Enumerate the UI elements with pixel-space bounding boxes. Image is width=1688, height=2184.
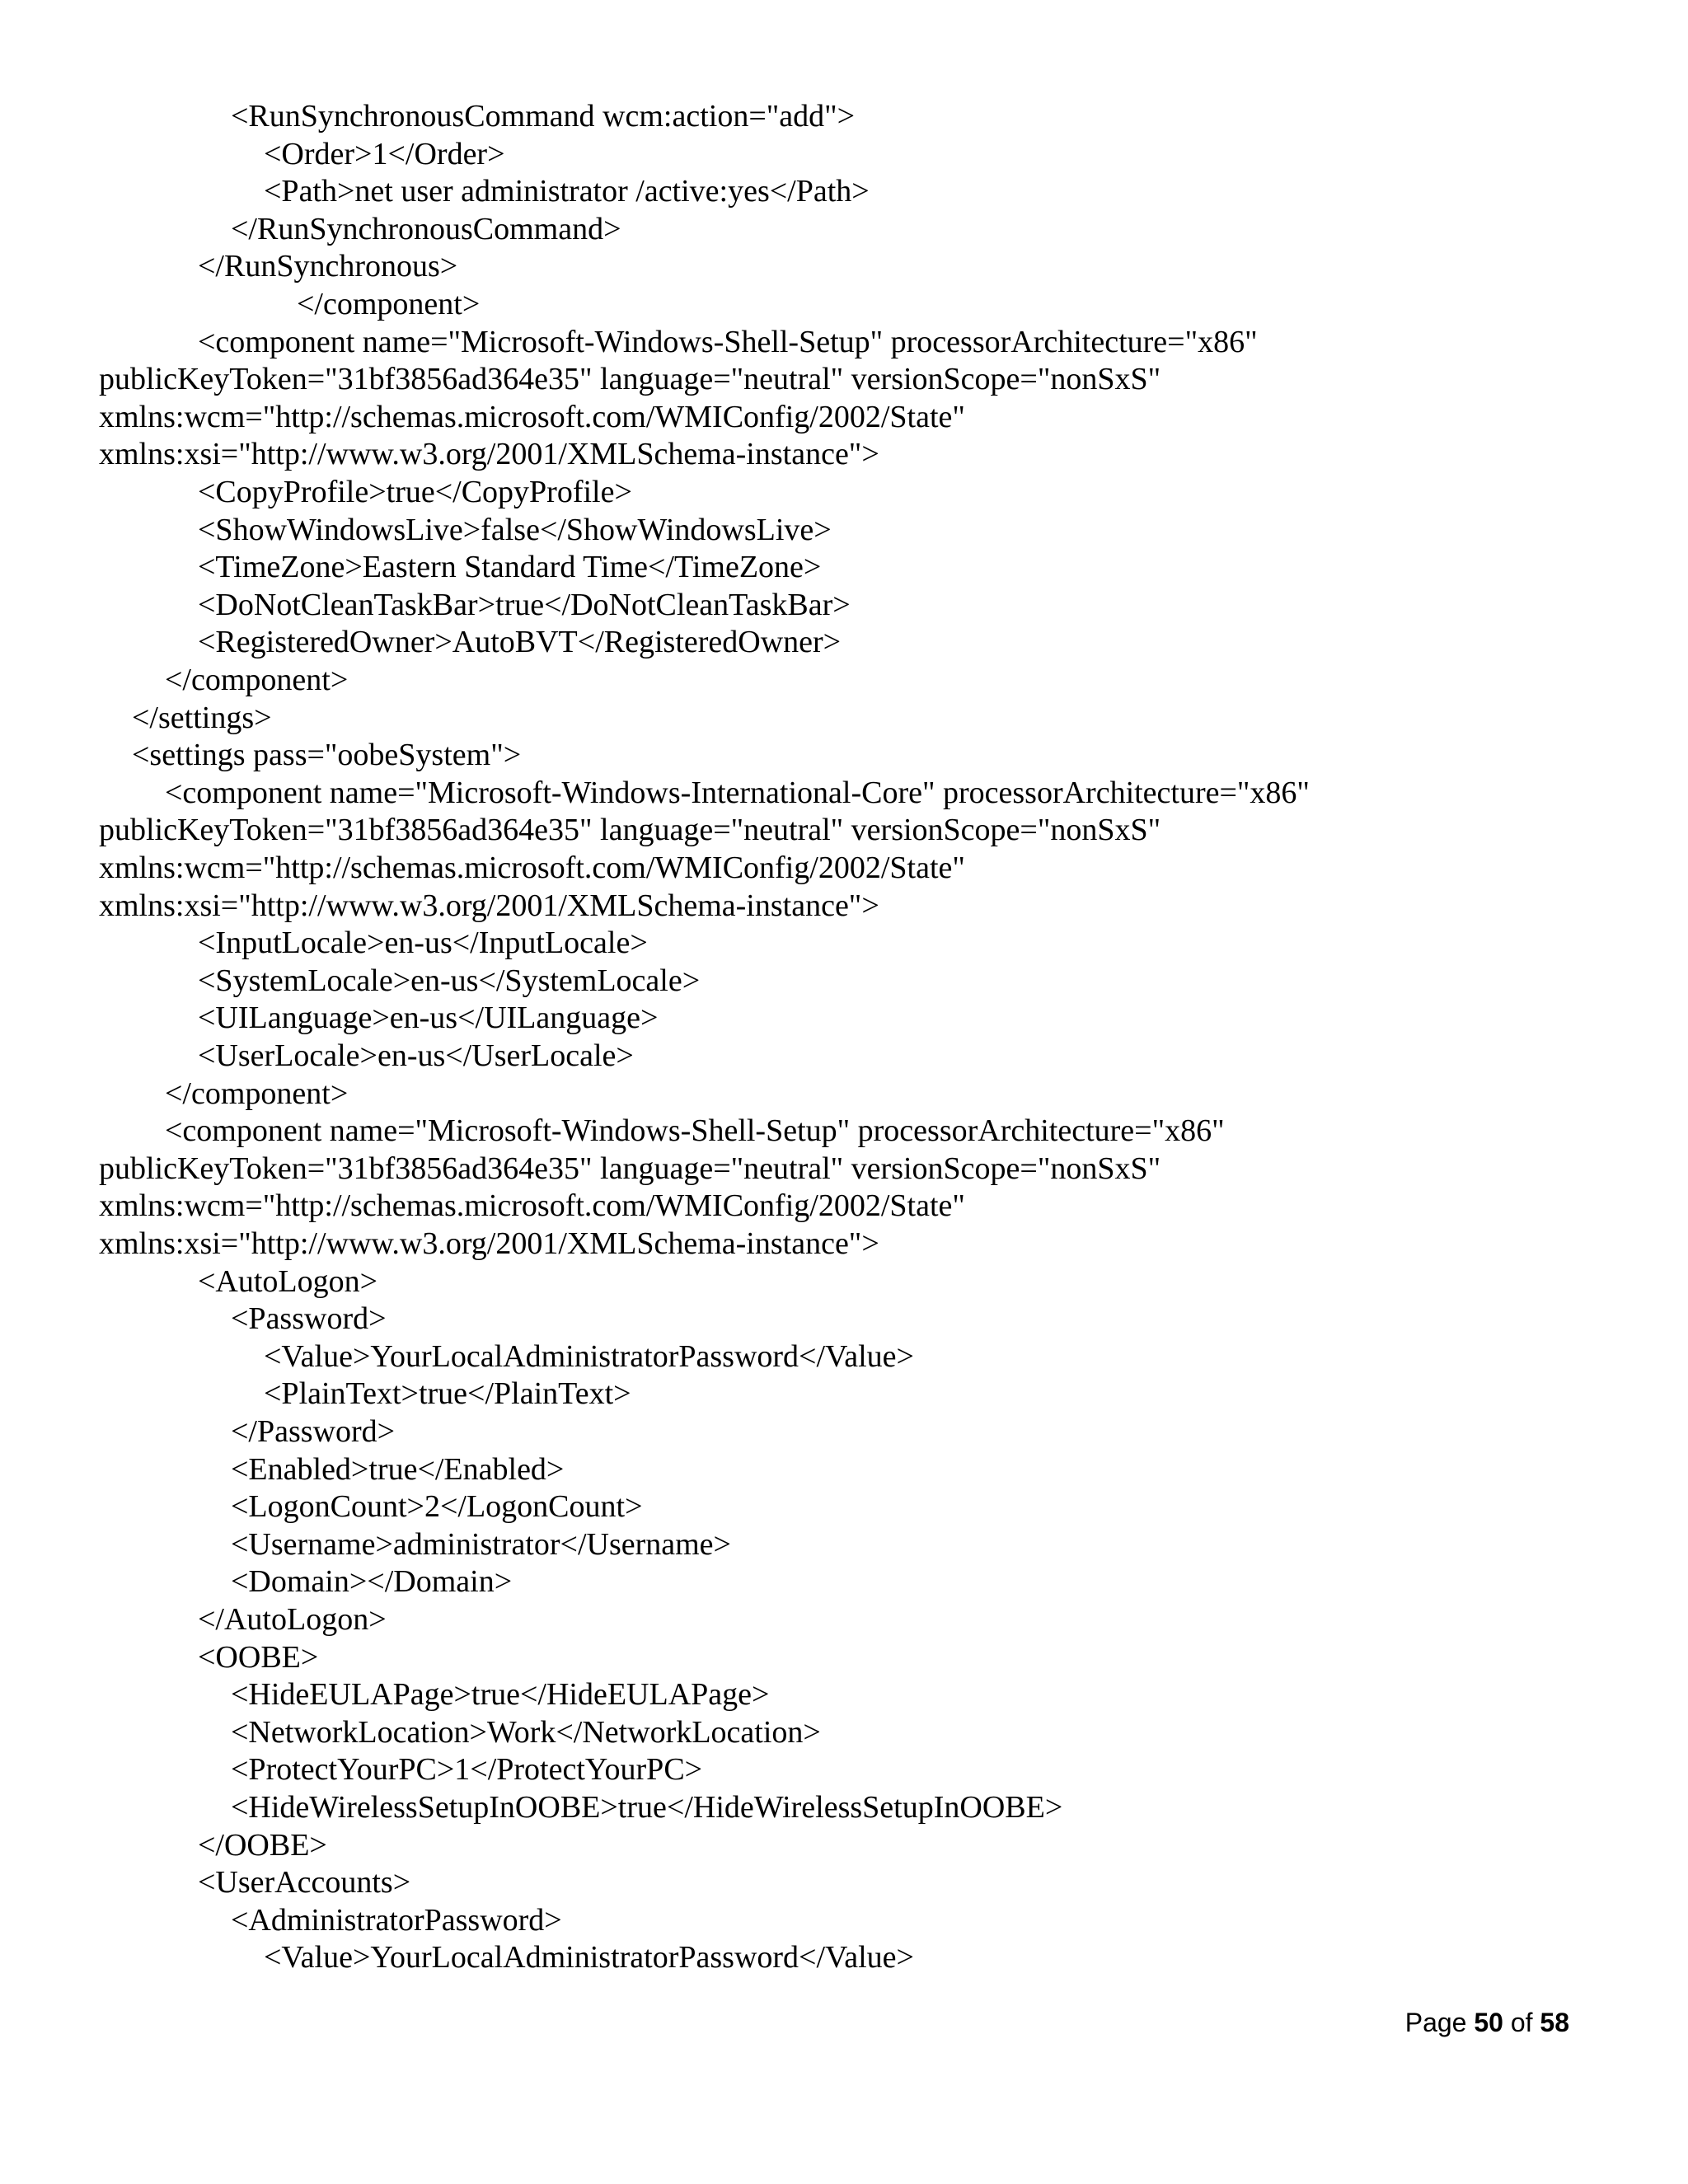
xml-line: <RegisteredOwner>AutoBVT</RegisteredOwner> xyxy=(198,625,842,660)
xml-line: <ProtectYourPC>1</ProtectYourPC> xyxy=(231,1752,703,1788)
current-page-number: 50 xyxy=(1474,2008,1503,2037)
xml-line: <Password> xyxy=(231,1301,387,1337)
xml-line: </RunSynchronous> xyxy=(198,249,458,284)
total-page-count: 58 xyxy=(1540,2008,1569,2037)
xml-line: </AutoLogon> xyxy=(198,1602,387,1637)
xml-line: <LogonCount>2</LogonCount> xyxy=(231,1489,643,1525)
page-footer xyxy=(1405,2006,1569,2039)
xml-line: <AdministratorPassword> xyxy=(231,1902,562,1938)
xml-line: <InputLocale>en-us</InputLocale> xyxy=(198,926,648,961)
xml-line: xmlns:wcm="http://schemas.microsoft.com/WMIConfig/2002/State" xyxy=(99,1188,965,1224)
xml-line: <RunSynchronousCommand wcm:action="add"> xyxy=(231,99,856,134)
xml-line: <Domain></Domain> xyxy=(231,1564,513,1600)
xml-line: xmlns:wcm="http://schemas.microsoft.com/WMIConfig/2002/State" xyxy=(99,399,965,434)
xml-line: <ShowWindowsLive>false</ShowWindowsLive> xyxy=(198,512,832,547)
xml-line: xmlns:xsi="http://www.w3.org/2001/XMLSchema-instance"> xyxy=(99,888,879,923)
xml-line: <HideWirelessSetupInOOBE>true</HideWirelessSetupInOOBE> xyxy=(231,1790,1063,1825)
xml-line: </settings> xyxy=(132,700,272,735)
xml-line: </RunSynchronousCommand> xyxy=(231,211,621,246)
xml-line: <PlainText>true</PlainText> xyxy=(264,1376,631,1412)
xml-line: xmlns:xsi="http://www.w3.org/2001/XMLSchema-instance"> xyxy=(99,437,879,472)
xml-line: publicKeyToken="31bf3856ad364e35" language="neutral" versionScope="nonSxS" xyxy=(99,1151,1161,1186)
xml-line: <Username>administrator</Username> xyxy=(231,1526,731,1562)
xml-line: </Password> xyxy=(231,1414,396,1449)
xml-line: <NetworkLocation>Work</NetworkLocation> xyxy=(231,1714,821,1750)
xml-line: <Order>1</Order> xyxy=(264,136,505,171)
xml-line: </component> xyxy=(297,287,481,321)
xml-line: <DoNotCleanTaskBar>true</DoNotCleanTaskBar> xyxy=(198,587,851,622)
xml-line: <TimeZone>Eastern Standard Time</TimeZone> xyxy=(198,550,822,585)
xml-line: publicKeyToken="31bf3856ad364e35" language="neutral" versionScope="nonSxS" xyxy=(99,362,1161,397)
xml-line: publicKeyToken="31bf3856ad364e35" language="neutral" versionScope="nonSxS" xyxy=(99,813,1161,848)
xml-line: <Value>YourLocalAdministratorPassword</Value> xyxy=(264,1338,914,1374)
page-label-separator: of xyxy=(1503,2008,1540,2037)
xml-line: <component name="Microsoft-Windows-International-Core" processorArchitecture="x86" xyxy=(165,775,1310,810)
xml-line: </component> xyxy=(165,1076,349,1111)
xml-line: <UserAccounts> xyxy=(198,1865,411,1900)
xml-line: xmlns:wcm="http://schemas.microsoft.com/WMIConfig/2002/State" xyxy=(99,851,965,885)
xml-line: xmlns:xsi="http://www.w3.org/2001/XMLSchema-instance"> xyxy=(99,1226,879,1261)
xml-line: <OOBE> xyxy=(198,1639,319,1675)
xml-line: <component name="Microsoft-Windows-Shell-Setup" processorArchitecture="x86" xyxy=(165,1113,1225,1149)
xml-line: <AutoLogon> xyxy=(198,1263,378,1299)
xml-line: <CopyProfile>true</CopyProfile> xyxy=(198,475,632,509)
xml-line: <UILanguage>en-us</UILanguage> xyxy=(198,1001,659,1036)
xml-line: <component name="Microsoft-Windows-Shell-Setup" processorArchitecture="x86" xyxy=(198,324,1258,359)
page-label-prefix: Page xyxy=(1404,2008,1475,2037)
xml-line: </OOBE> xyxy=(198,1827,327,1863)
xml-line: <Path>net user administrator /active:yes</Path> xyxy=(264,174,870,209)
xml-line: <Enabled>true</Enabled> xyxy=(231,1451,565,1487)
xml-line: <UserLocale>en-us</UserLocale> xyxy=(198,1038,634,1073)
xml-line: <SystemLocale>en-us</SystemLocale> xyxy=(198,963,701,998)
xml-line: <Value>YourLocalAdministratorPassword</Value> xyxy=(264,1940,914,1975)
xml-line: <HideEULAPage>true</HideEULAPage> xyxy=(231,1677,770,1713)
xml-line: </component> xyxy=(165,663,349,697)
xml-line: <settings pass="oobeSystem"> xyxy=(132,738,522,773)
